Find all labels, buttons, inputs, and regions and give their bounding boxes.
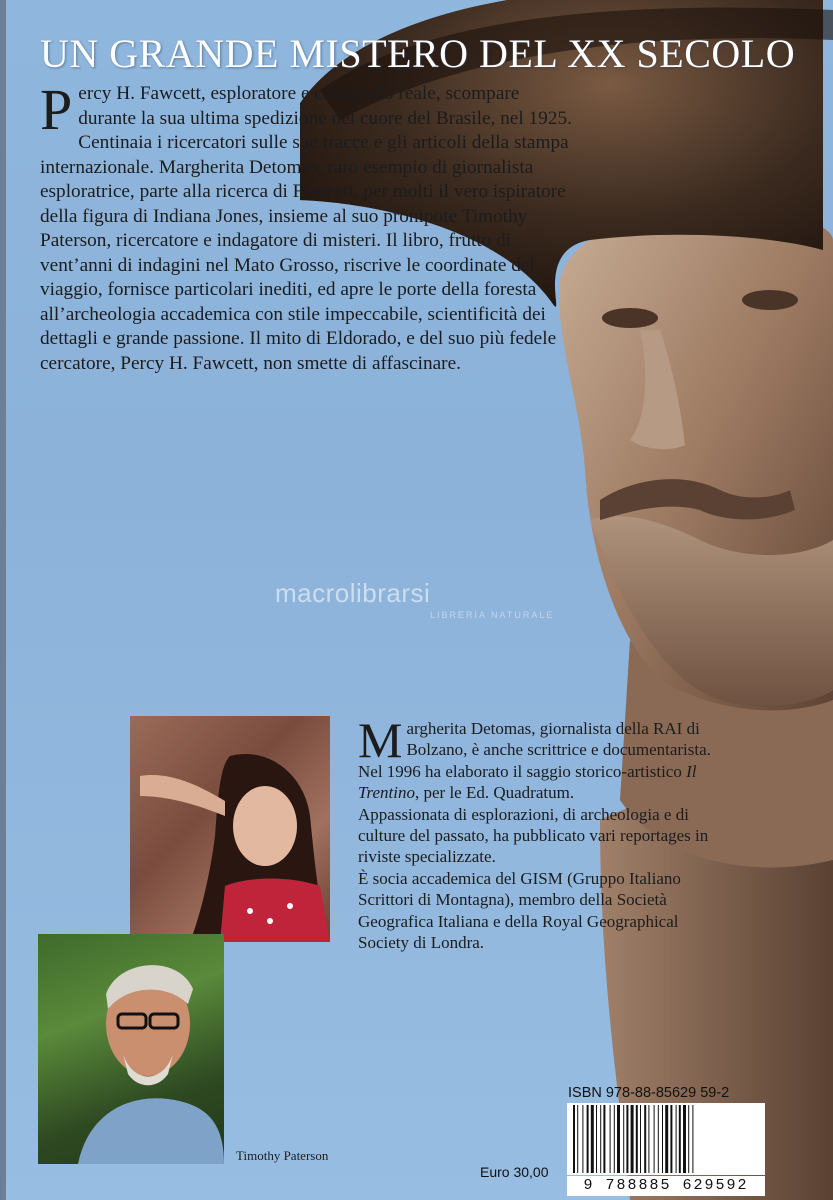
author-bio — [358, 712, 718, 953]
bio-p2-before: Nel 1996 ha elaborato il saggio storico-artistico — [358, 761, 687, 781]
watermark-subtitle: LIBRERIA NATURALE — [430, 610, 555, 620]
bio-paragraph-3: Appassionata di esplorazioni, di archeologia e di culture del passato, ha pubblicato vari reportages in riviste specializzate. — [358, 804, 709, 867]
synopsis-dropcap: P — [40, 77, 73, 142]
synopsis — [40, 77, 580, 376]
author-photo-margherita — [130, 716, 330, 942]
spine-edge — [0, 0, 6, 1200]
isbn-label: ISBN 978-88-85629 59-2 — [568, 1085, 730, 1101]
bio-paragraph-2 — [358, 761, 718, 804]
author-photo-timothy — [38, 934, 224, 1164]
synopsis-text: ercy H. Fawcett, esploratore e cartografo reale, scompare durante la sua ultima spedizione nel cuore del Brasile, nel 1925. Centinaia i ricercatori sulle sue tracce e gli articoli della stampa internazionale. Margherita Detomas, raro esempio di giornalista esploratrice, parte alla ricerca di Fawcett, per molti il vero ispiratore della figura di Indiana Jones, insieme al suo pronipote Timothy Paterson, ricercatore e indagatore di misteri. Il libro, frutto di vent’anni di indagini nel Mato Grosso, riscrive le coordinate del viaggio, fornisce particolari inediti, ed apre le porte della foresta all’archeologia accademica con stile impeccabile, scientificità dei dettagli e grande passione. Il mito di Eldorado, e del suo più fedele cercatore, Percy H. Fawcett, non smette di affascinare. — [40, 83, 572, 374]
price: Euro 30,00 — [480, 1164, 549, 1180]
barcode — [567, 1103, 765, 1175]
cover-title: UN GRANDE MISTERO DEL XX SECOLO — [40, 31, 796, 76]
bio-p2-after: , per le Ed. Quadratum. — [415, 783, 575, 803]
bio-paragraph-1: argherita Detomas, giornalista della RAI di Bolzano, è anche scrittrice e documentarista. — [406, 719, 711, 760]
watermark-brand: macrolibrarsi — [275, 578, 431, 608]
bio-dropcap: M — [358, 712, 403, 768]
photo-caption: Timothy Paterson — [236, 1148, 329, 1163]
barcode-digits: 9 788885 629592 — [567, 1176, 765, 1196]
bio-book-title: Il Trentino — [358, 761, 697, 803]
bio-paragraph-4: È socia accademica del GISM (Gruppo Italiano Scrittori di Montagna), membro della Società Geografica Italiana e della Royal Geographical Society di Londra. — [358, 868, 681, 953]
